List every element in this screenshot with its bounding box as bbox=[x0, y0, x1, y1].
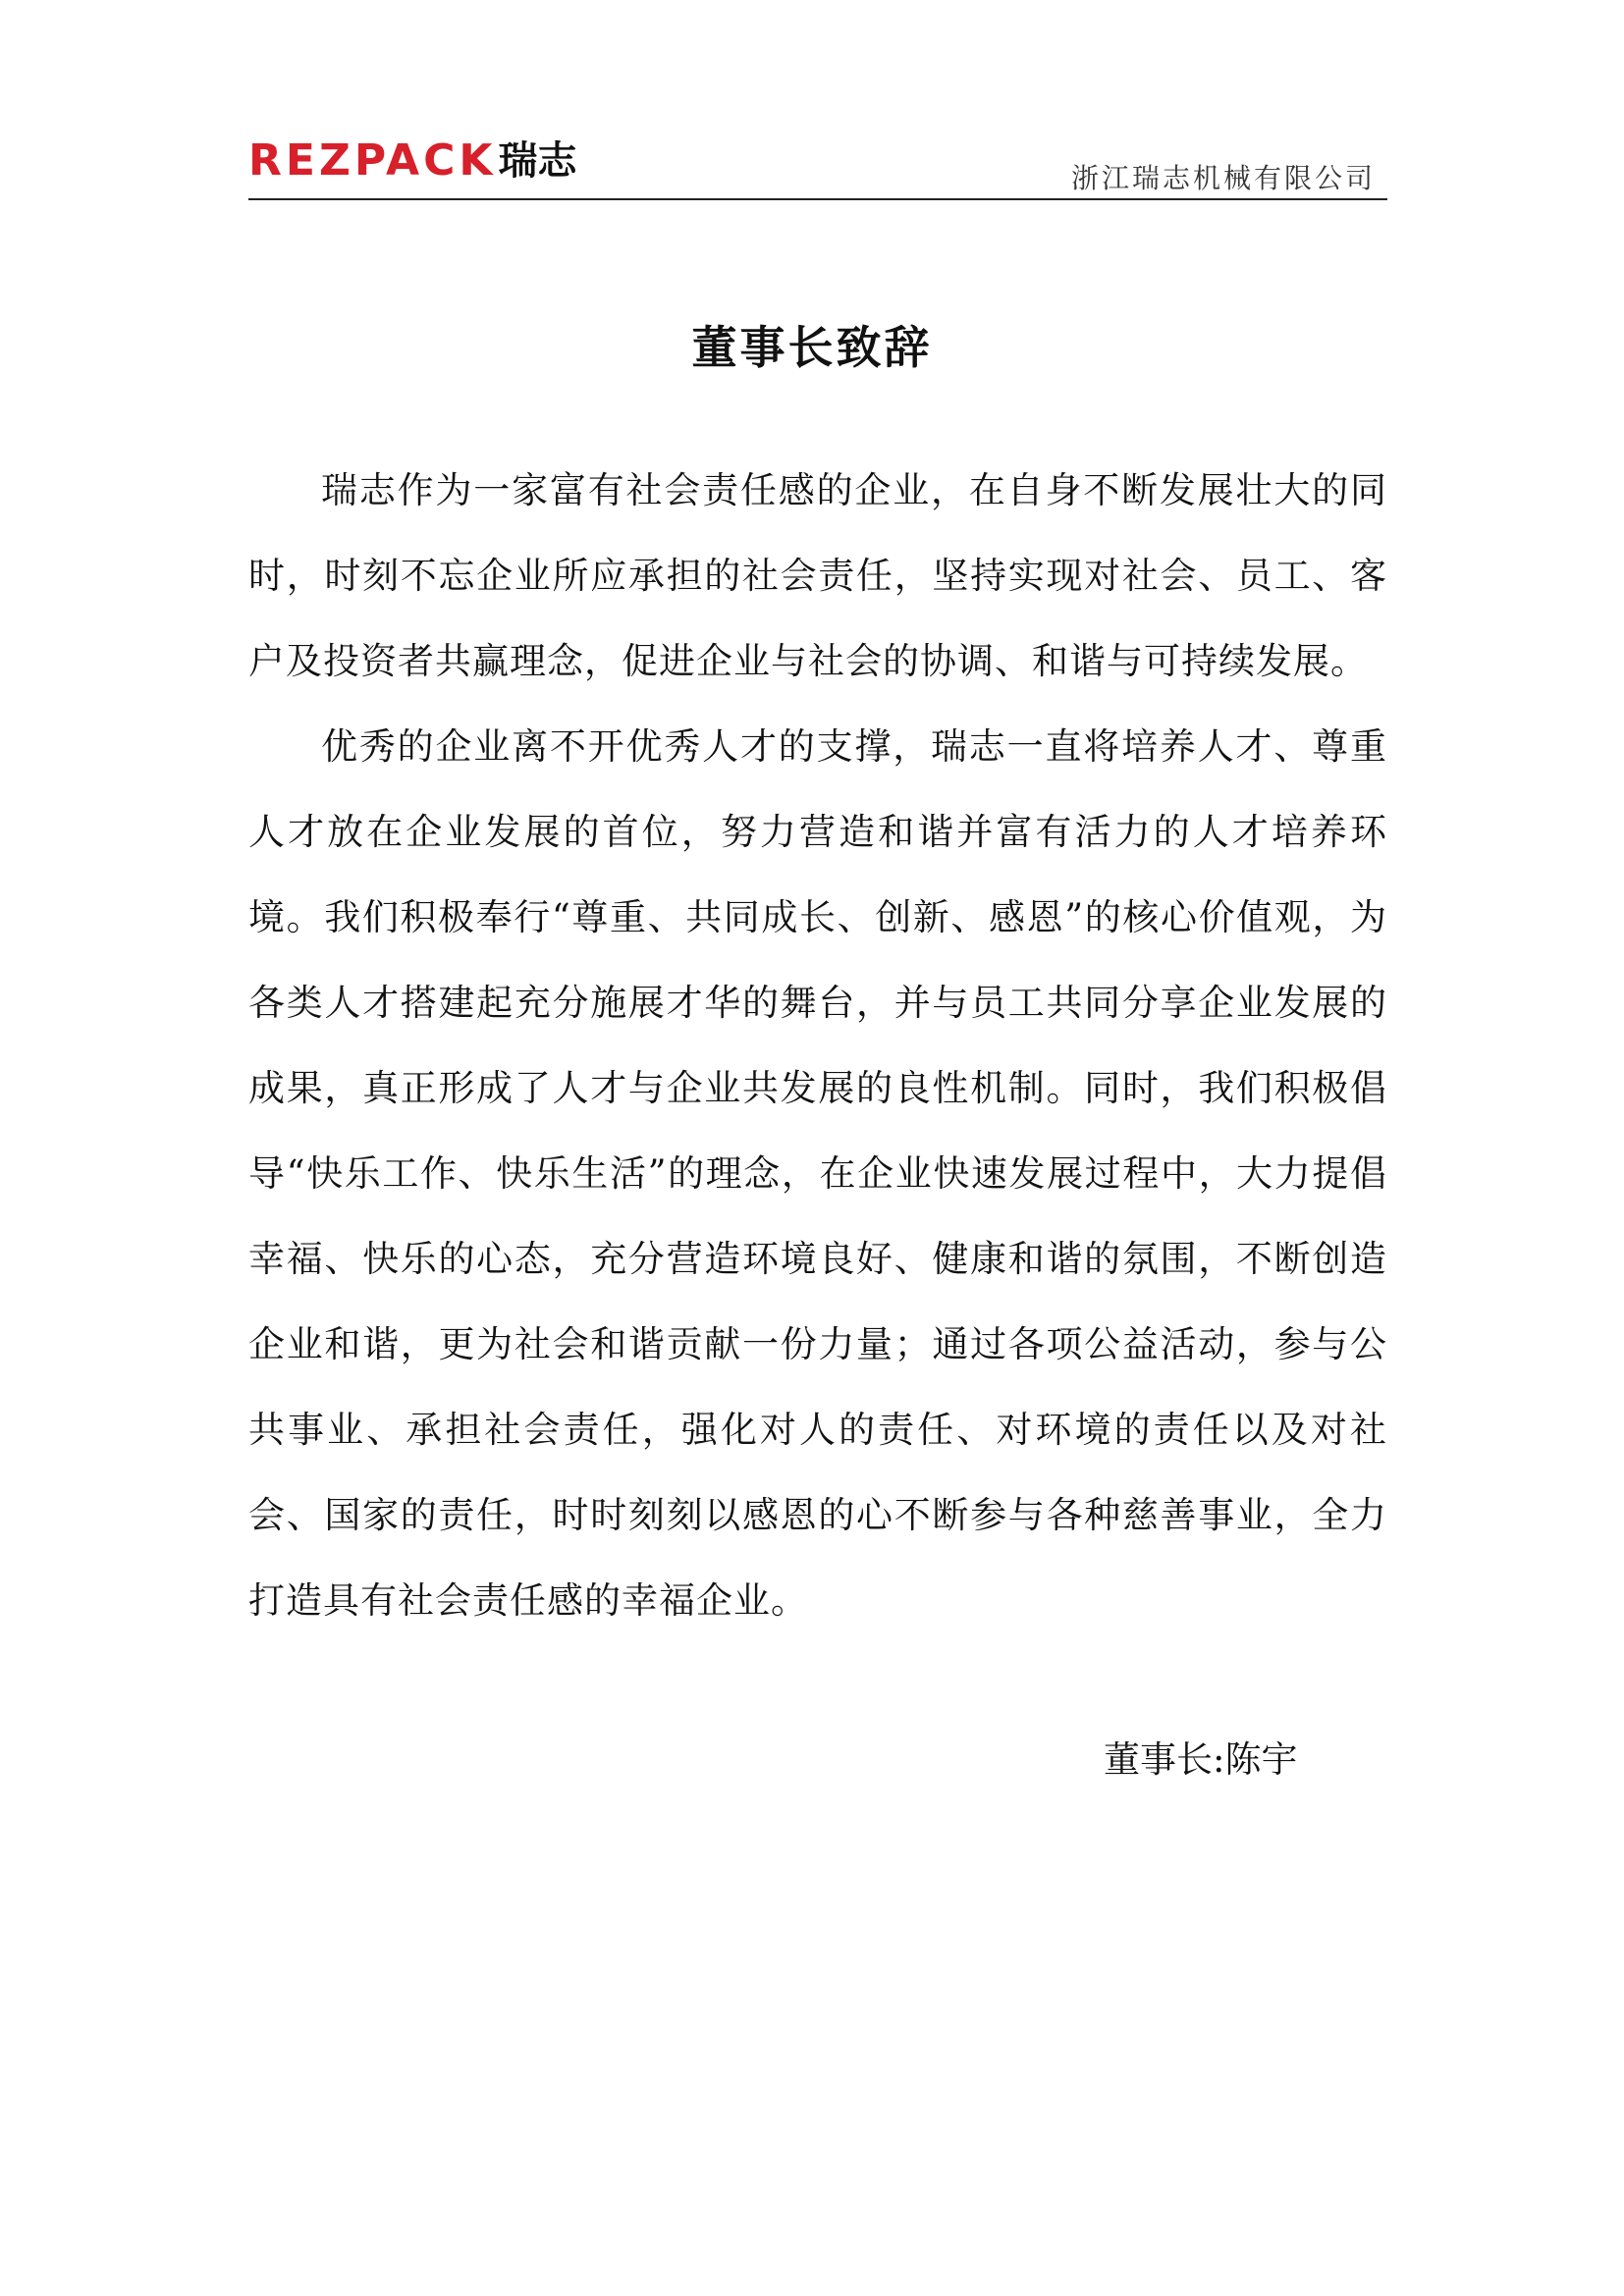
document-body bbox=[248, 448, 1387, 1643]
company-name: 浙江瑞志机械有限公司 bbox=[1070, 162, 1376, 194]
document-title: 董事长致辞 bbox=[691, 321, 933, 374]
paragraph: 瑞志作为一家富有社会责任感的企业，在自身不断发展壮大的同时，时刻不忘企业所应承担的社会责任，坚持实现对社会、员工、客户及投资者共赢理念，促进企业与社会的协调、和谐与可持续发展。 bbox=[248, 469, 1387, 682]
paragraph: 优秀的企业离不开优秀人才的支撑，瑞志一直将培养人才、尊重人才放在企业发展的首位，努力营造和谐并富有活力的人才培养环境。我们积极奉行“尊重、共同成长、创新、感恩”的核心价值观，为各类人才搭建起充分施展才华的舞台，并与员工共同分享企业发展的成果，真正形成了人才与企业共发展的良性机制。同时，我们积极倡导“快乐工作、快乐生活”的理念，在企业快速发展过程中，大力提倡幸福、快乐的心态，充分营造环境良好、健康和谐的氛围，不断创造企业和谐，更为社会和谐贡献一份力量；通过各项公益活动，参与公共事业、承担社会责任，强化对人的责任、对环境的责任以及对社会、国家的责任，时时刻刻以感恩的心不断参与各种慈善事业，全力打造具有社会责任感的幸福企业。 bbox=[248, 725, 1387, 1622]
signature: 董事长:陈宇 bbox=[1104, 1738, 1298, 1781]
page-header bbox=[248, 128, 1387, 200]
company-logo bbox=[248, 137, 577, 185]
logo-latin-text: REZPACK bbox=[248, 135, 497, 186]
logo-chinese-text: 瑞志 bbox=[498, 138, 577, 184]
